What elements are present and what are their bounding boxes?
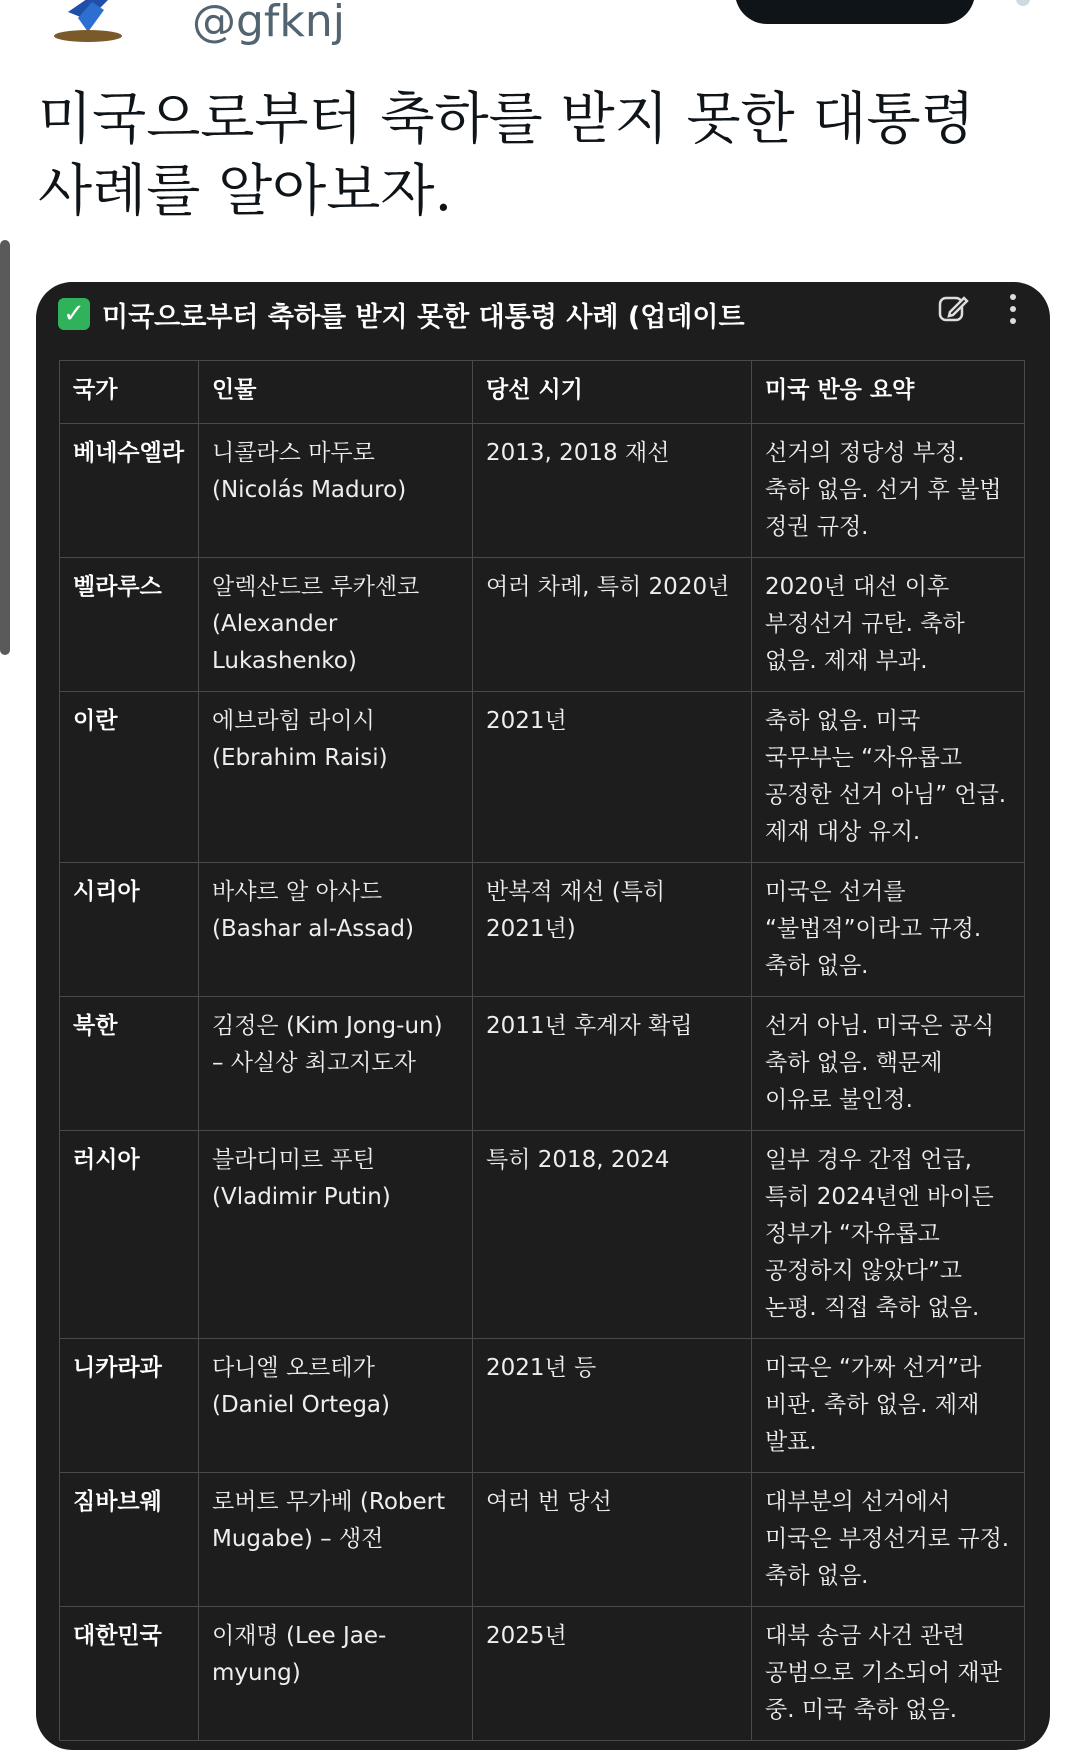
edit-icon[interactable] xyxy=(936,292,970,326)
cell-election-time: 2021년 등 xyxy=(473,1339,752,1473)
more-options-icon[interactable] xyxy=(1016,0,1030,6)
table-row xyxy=(60,863,1025,997)
scroll-indicator[interactable] xyxy=(0,240,10,655)
cell-person: 에브라힘 라이시 (Ebrahim Raisi) xyxy=(199,692,473,863)
cell-country: 니카라과 xyxy=(60,1339,199,1473)
avatar-illustration xyxy=(48,0,128,44)
embedded-table-card xyxy=(36,282,1050,1750)
cell-person: 바샤르 알 아사드 (Bashar al-Assad) xyxy=(199,863,473,997)
follow-button[interactable] xyxy=(735,0,975,24)
table-row xyxy=(60,997,1025,1131)
user-avatar[interactable] xyxy=(48,0,128,44)
check-icon: ✓ xyxy=(58,298,90,330)
tweet-text: 미국으로부터 축하를 받지 못한 대통령 사례를 알아보자. xyxy=(38,87,975,224)
cell-country: 러시아 xyxy=(60,1131,199,1339)
table-row xyxy=(60,558,1025,692)
cell-person: 블라디미르 푸틴 (Vladimir Putin) xyxy=(199,1131,473,1339)
cell-us-reaction: 선거의 정당성 부정. 축하 없음. 선거 후 불법 정권 규정. xyxy=(752,424,1025,558)
cell-us-reaction: 선거 아님. 미국은 공식 축하 없음. 핵문제 이유로 불인정. xyxy=(752,997,1025,1131)
cell-us-reaction: 축하 없음. 미국 국무부는 “자유롭고 공정한 선거 아님” 언급. 제재 대상 유지. xyxy=(752,692,1025,863)
cell-person: 이재명 (Lee Jae-myung) xyxy=(199,1607,473,1741)
cell-election-time: 반복적 재선 (특히 2021년) xyxy=(473,863,752,997)
presidents-table xyxy=(59,360,1025,1741)
column-header-us-reaction: 미국 반응 요약 xyxy=(752,361,1025,424)
cell-election-time: 여러 차례, 특히 2020년 xyxy=(473,558,752,692)
table-row xyxy=(60,1339,1025,1473)
cell-us-reaction: 2020년 대선 이후 부정선거 규탄. 축하 없음. 제재 부과. xyxy=(752,558,1025,692)
cell-country: 시리아 xyxy=(60,863,199,997)
cell-person: 니콜라스 마두로 (Nicolás Maduro) xyxy=(199,424,473,558)
column-header-country: 국가 xyxy=(60,361,199,424)
cell-country: 짐바브웨 xyxy=(60,1473,199,1607)
cell-person: 다니엘 오르테가 (Daniel Ortega) xyxy=(199,1339,473,1473)
more-vertical-icon[interactable] xyxy=(1008,292,1018,326)
cell-country: 베네수엘라 xyxy=(60,424,199,558)
cell-country: 대한민국 xyxy=(60,1607,199,1741)
cell-election-time: 2013, 2018 재선 xyxy=(473,424,752,558)
column-header-election-time: 당선 시기 xyxy=(473,361,752,424)
table-row xyxy=(60,692,1025,863)
table-row xyxy=(60,1131,1025,1339)
cell-us-reaction: 미국은 “가짜 선거”라 비판. 축하 없음. 제재 발표. xyxy=(752,1339,1025,1473)
table-row xyxy=(60,1607,1025,1741)
cell-country: 벨라루스 xyxy=(60,558,199,692)
cell-election-time: 2025년 xyxy=(473,1607,752,1741)
table-header-row xyxy=(60,361,1025,424)
user-handle[interactable]: @gfknj xyxy=(192,0,346,47)
cell-us-reaction: 일부 경우 간접 언급, 특히 2024년엔 바이든 정부가 “자유롭고 공정하지 않았다”고 논평. 직접 축하 없음. xyxy=(752,1131,1025,1339)
cell-country: 북한 xyxy=(60,997,199,1131)
cell-election-time: 특히 2018, 2024 xyxy=(473,1131,752,1339)
cell-election-time: 2011년 후계자 확립 xyxy=(473,997,752,1131)
card-title: 미국으로부터 축하를 받지 못한 대통령 사례 (업데이트 xyxy=(102,301,745,333)
cell-person: 로버트 무가베 (Robert Mugabe) – 생전 xyxy=(199,1473,473,1607)
cell-country: 이란 xyxy=(60,692,199,863)
cell-person: 알렉산드르 루카센코 (Alexander Lukashenko) xyxy=(199,558,473,692)
column-header-person: 인물 xyxy=(199,361,473,424)
cell-us-reaction: 대부분의 선거에서 미국은 부정선거로 규정. 축하 없음. xyxy=(752,1473,1025,1607)
card-header xyxy=(58,288,745,340)
cell-us-reaction: 미국은 선거를 “불법적”이라고 규정. 축하 없음. xyxy=(752,863,1025,997)
cell-person: 김정은 (Kim Jong-un) – 사실상 최고지도자 xyxy=(199,997,473,1131)
table-row xyxy=(60,424,1025,558)
cell-election-time: 여러 번 당선 xyxy=(473,1473,752,1607)
cell-us-reaction: 대북 송금 사건 관련 공범으로 기소되어 재판 중. 미국 축하 없음. xyxy=(752,1607,1025,1741)
cell-election-time: 2021년 xyxy=(473,692,752,863)
table-row xyxy=(60,1473,1025,1607)
